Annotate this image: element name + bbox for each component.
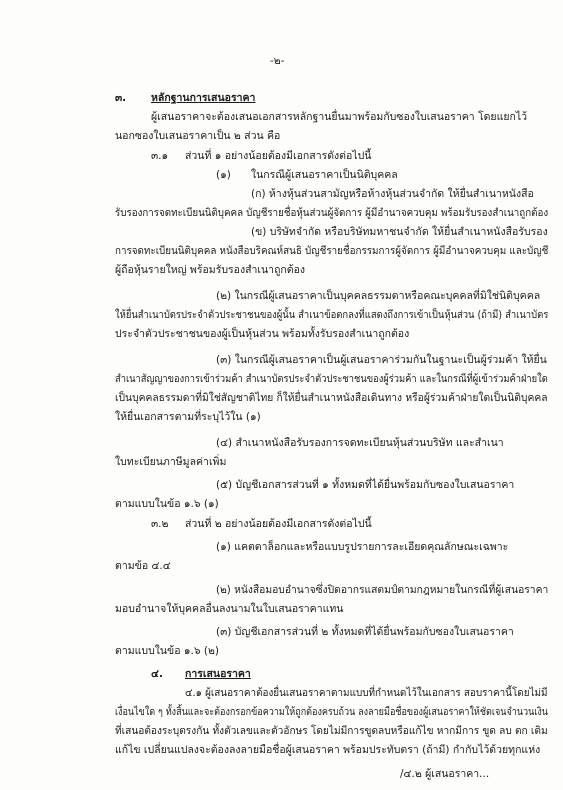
section-4-paragraph-line: แก้ไข เปลี่ยนแปลงจะต้องลงลายมือชื่อผู้เสนอราคา พร้อมประทับตรา (ถ้ามี) กำกับไว้ด้วยทุกแห่ง xyxy=(115,744,541,756)
page-number: -๒- xyxy=(270,55,285,67)
item-text: ให้ยื่นเอกสารตามที่ระบุไว้ใน (๑) xyxy=(115,411,261,423)
subsection-3-1-heading: ส่วนที่ ๑ อย่างน้อยต้องมีเอกสารดังต่อไปนี้ xyxy=(185,150,372,162)
section-4-title: การเสนอราคา xyxy=(185,668,251,680)
item-text: ตามแบบในข้อ ๑.๖ (๑) xyxy=(115,498,219,510)
item-text: ให้ยื่นสำเนาบัตรประจำตัวประชาชนของผู้นั้น สำเนาข้อตกลงที่แสดงถึงการเข้าเป็นหุ้นส่วน (ถ้ามี) สำเนาบัตร xyxy=(115,309,549,321)
item-number: (๑) xyxy=(216,169,231,181)
item-text: (๒) ในกรณีผู้เสนอราคาเป็นบุคคลธรรมดาหรือคณะบุคคลที่มิใช่นิติบุคคล xyxy=(216,290,541,302)
continuation-note: /๔.๒ ผู้เสนอราคา... xyxy=(400,768,490,780)
section-3-intro-line: ผู้เสนอราคาจะต้องเสนอเอกสารหลักฐานยื่นมาพร้อมกับซองใบเสนอราคา โดยแยกไว้ xyxy=(151,111,528,123)
item-text: การจดทะเบียนนิติบุคคล หนังสือบริคณห์สนธิ บัญชีรายชื่อกรรมการผู้จัดการ ผู้มีอำนาจควบคุม และบัญชี xyxy=(115,245,549,257)
item-text: (ข) บริษัทจำกัด หรือบริษัทมหาชนจำกัด ให้ยื่นสำเนาหนังสือรับรอง xyxy=(251,226,548,238)
section-3-number: ๓. xyxy=(115,92,127,104)
section-4-paragraph-line: ๔.๑ ผู้เสนอราคาต้องยื่นเสนอราคาตามแบบที่กำหนดไว้ในเอกสาร สอบราคานี้โดยไม่มี xyxy=(185,687,548,699)
section-3-intro-line: นอกซองใบเสนอราคาเป็น ๒ ส่วน คือ xyxy=(115,130,281,142)
item-text: ผู้ถือหุ้นรายใหญ่ พร้อมรับรองสำเนาถูกต้อง xyxy=(115,264,306,276)
subsection-3-2-heading: ส่วนที่ ๒ อย่างน้อยต้องมีเอกสารดังต่อไปนี้ xyxy=(185,518,372,530)
item-text: ใบทะเบียนภาษีมูลค่าเพิ่ม xyxy=(115,456,227,468)
section-4-paragraph-line: เงื่อนไขใด ๆ ทั้งสิ้นและจะต้องกรอกข้อความให้ถูกต้องครบถ้วน ลงลายมือชื่อของผู้เสนอราคาให้ชัดเจนจำนวนเงิน xyxy=(115,706,548,718)
item-text: (๓) ในกรณีผู้เสนอราคาเป็นผู้เสนอราคาร่วมกันในฐานะเป็นผู้ร่วมค้า ให้ยื่น xyxy=(216,354,547,366)
item-text: สำเนาสัญญาของการเข้าร่วมค้า สำเนาบัตรประจำตัวประชาชนของผู้ร่วมค้า และในกรณีที่ผู้เข้าร่วมค้าฝ่ายใด xyxy=(115,373,548,385)
subsection-3-2-number: ๓.๒ xyxy=(151,518,169,530)
item-text: (ก) ห้างหุ้นส่วนสามัญหรือห้างหุ้นส่วนจำกัด ให้ยื่นสำเนาหนังสือ xyxy=(251,188,534,200)
item-text: (๑) แคตตาล็อกและหรือแบบรูปรายการละเอียดคุณลักษณะเฉพาะ xyxy=(216,541,509,553)
item-text: รับรองการจดทะเบียนนิติบุคคล บัญชีรายชื่อหุ้นส่วนผู้จัดการ ผู้มีอำนาจควบคุม พร้อมรับรองสำเนาถูกต้อง xyxy=(115,207,549,219)
item-text: มอบอำนาจให้บุคคลอื่นลงนามในใบเสนอราคาแทน xyxy=(115,603,344,615)
section-4-paragraph-line: ที่เสนอต้องระบุตรงกัน ทั้งตัวเลขและตัวอักษร โดยไม่มีการขูดลบหรือแก้ไข หากมีการ ขูด ลบ ตก เติม xyxy=(115,725,548,737)
section-3-title: หลักฐานการเสนอราคา xyxy=(151,92,256,104)
item-text: (๔) สำเนาหนังสือรับรองการจดทะเบียนหุ้นส่วนบริษัท และสำเนา xyxy=(216,437,504,449)
item-text: ในกรณีผู้เสนอราคาเป็นนิติบุคคล xyxy=(251,169,398,181)
item-text: (๕) บัญชีเอกสารส่วนที่ ๑ ทั้งหมดที่ได้ยื่นพร้อมกับซองใบเสนอราคา xyxy=(216,479,515,491)
item-text: ตามข้อ ๔.๔ xyxy=(115,560,171,572)
item-text: ตามแบบในข้อ ๑.๖ (๒) xyxy=(115,645,219,657)
item-text: (๓) บัญชีเอกสารส่วนที่ ๒ ทั้งหมดที่ได้ยื่นพร้อมกับซองใบเสนอราคา xyxy=(216,626,514,638)
section-4-number: ๔. xyxy=(151,668,163,680)
item-text: (๒) หนังสือมอบอำนาจซึ่งปิดอากรแสตมป์ตามกฎหมายในกรณีที่ผู้เสนอราคา xyxy=(216,584,549,596)
item-text: เป็นบุคคลธรรมดาที่มิใช่สัญชาติไทย ก็ให้ยื่นสำเนาหนังสือเดินทาง หรือผู้ร่วมค้าฝ่ายใดเป็นนิติบุคคล xyxy=(115,392,548,404)
subsection-3-1-number: ๓.๑ xyxy=(151,150,169,162)
item-text: ประจำตัวประชาชนของผู้เป็นหุ้นส่วน พร้อมทั้งรับรองสำเนาถูกต้อง xyxy=(115,328,410,340)
